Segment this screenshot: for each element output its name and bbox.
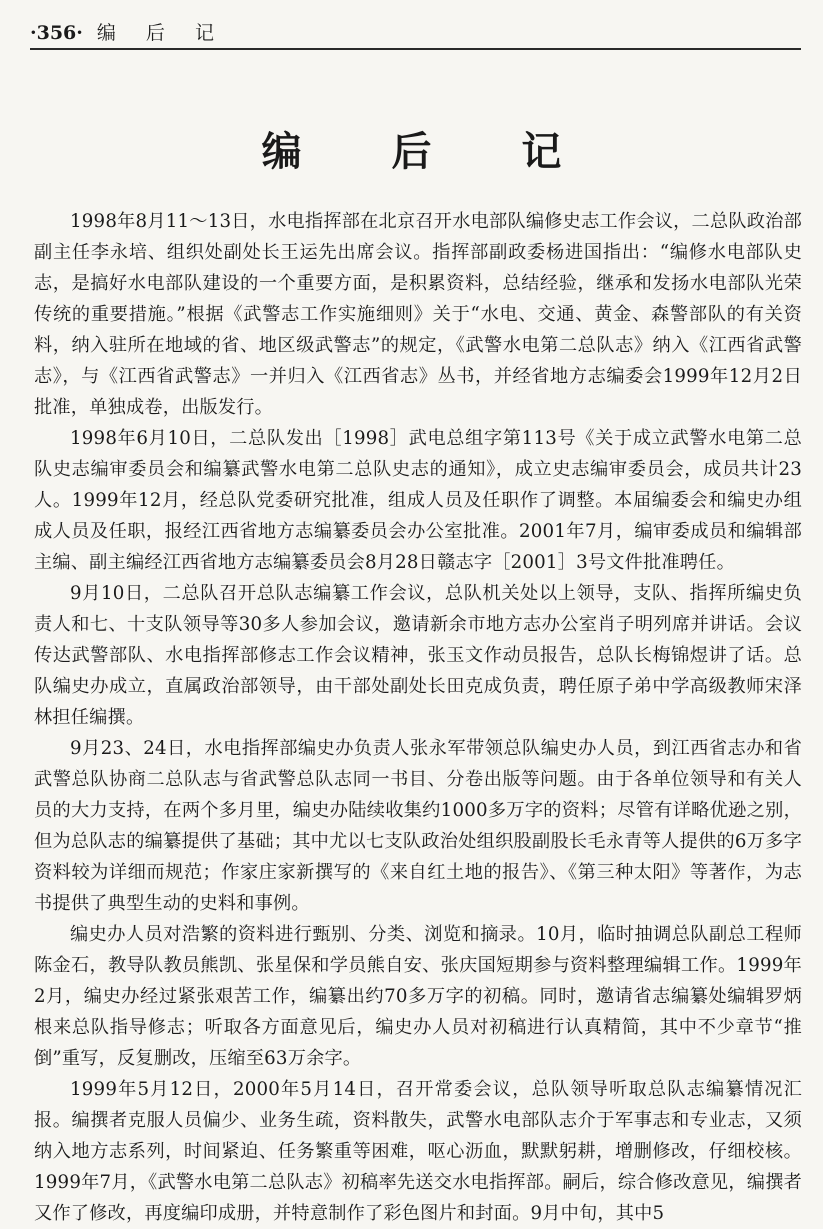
body-text [34,206,802,1229]
paragraph: 编史办人员对浩繁的资料进行甄别、分类、浏览和摘录。10月，临时抽调总队副总工程师陈金石，教导队教员熊凯、张星保和学员熊自安、张庆国短期参与资料整理编辑工作。1999年2月，编史办经过紧张艰苦工作，编纂出约70多万字的初稿。同时，邀请省志编纂处编辑罗炳根来总队指导修志；听取各方面意见后，编史办人员对初稿进行认真精简，其中不少章节“推倒”重写，反复删改，压缩至63万余字。 [34,924,802,1069]
running-header [30,18,801,50]
paragraph: 9月10日，二总队召开总队志编纂工作会议，总队机关处以上领导，支队、指挥所编史负责人和七、十支队领导等30多人参加会议，邀请新余市地方志办公室肖子明列席并讲话。会议传达武警部队、水电指挥部修志工作会议精神，张玉文作动员报告，总队长梅锦煜讲了话。总队编史办成立，直属政治部领导，由干部处副处长田克成负责，聘任原子弟中学高级教师宋泽林担任编撰。 [34,583,802,728]
chapter-title: 编 后 记 [261,129,600,175]
paragraph: 1998年6月10日，二总队发出［1998］武电总组字第113号《关于成立武警水电第二总队史志编审委员会和编纂武警水电第二总队史志的通知》，成立史志编审委员会，成员共计23人。1999年12月，经总队党委研究批准，组成人员及任职作了调整。本届编委会和编史办组成人员及任职，报经江西省地方志编纂委员会办公室批准。2001年7月，编审委成员和编辑部主编、副主编经江西省地方志编纂委员会8月28日赣志字［2001］3号文件批准聘任。 [34,428,802,573]
header-section-title: 编 后 记 [96,22,226,44]
paragraph: 1999年5月12日，2000年5月14日，召开常委会议，总队领导听取总队志编纂情况汇报。编撰者克服人员偏少、业务生疏，资料散失，武警水电部队志介于军事志和专业志，又须纳入地方志系列，时间紧迫、任务繁重等困难，呕心沥血，默默躬耕，增删修改，仔细校核。1999年7月，《武警水电第二总队志》初稿率先送交水电指挥部。嗣后，综合修改意见，编撰者又作了修改，再度编印成册，并特意制作了彩色图片和封面。9月中旬，其中5 [34,1079,802,1224]
paragraph: 9月23、24日，水电指挥部编史办负责人张永军带领总队编史办人员，到江西省志办和省武警总队协商二总队志与省武警总队志同一书目、分卷出版等问题。由于各单位领导和有关人员的大力支持，在两个多月里，编史办陆续收集约1000多万字的资料；尽管有详略优逊之别，但为总队志的编纂提供了基础；其中尤以七支队政治处组织股副股长毛永青等人提供的6万多字资料较为详细而规范；作家庄家新撰写的《来自红土地的报告》、《第三种太阳》等著作，为志书提供了典型生动的史料和事例。 [34,738,802,914]
paragraph: 1998年8月11～13日，水电指挥部在北京召开水电部队编修史志工作会议，二总队政治部副主任李永培、组织处副处长王运先出席会议。指挥部副政委杨进国指出：“编修水电部队史志，是搞好水电部队建设的一个重要方面，是积累资料，总结经验，继承和发扬水电部队光荣传统的重要措施。”根据《武警志工作实施细则》关于“水电、交通、黄金、森警部队的有关资料，纳入驻所在地域的省、地区级武警志”的规定，《武警水电第二总队志》纳入《江西省武警志》，与《江西省武警志》一并归入《江西省志》丛书，并经省地方志编委会1999年12月2日批准，单独成卷，出版发行。 [34,211,802,418]
page-number: ·356· [30,22,83,44]
